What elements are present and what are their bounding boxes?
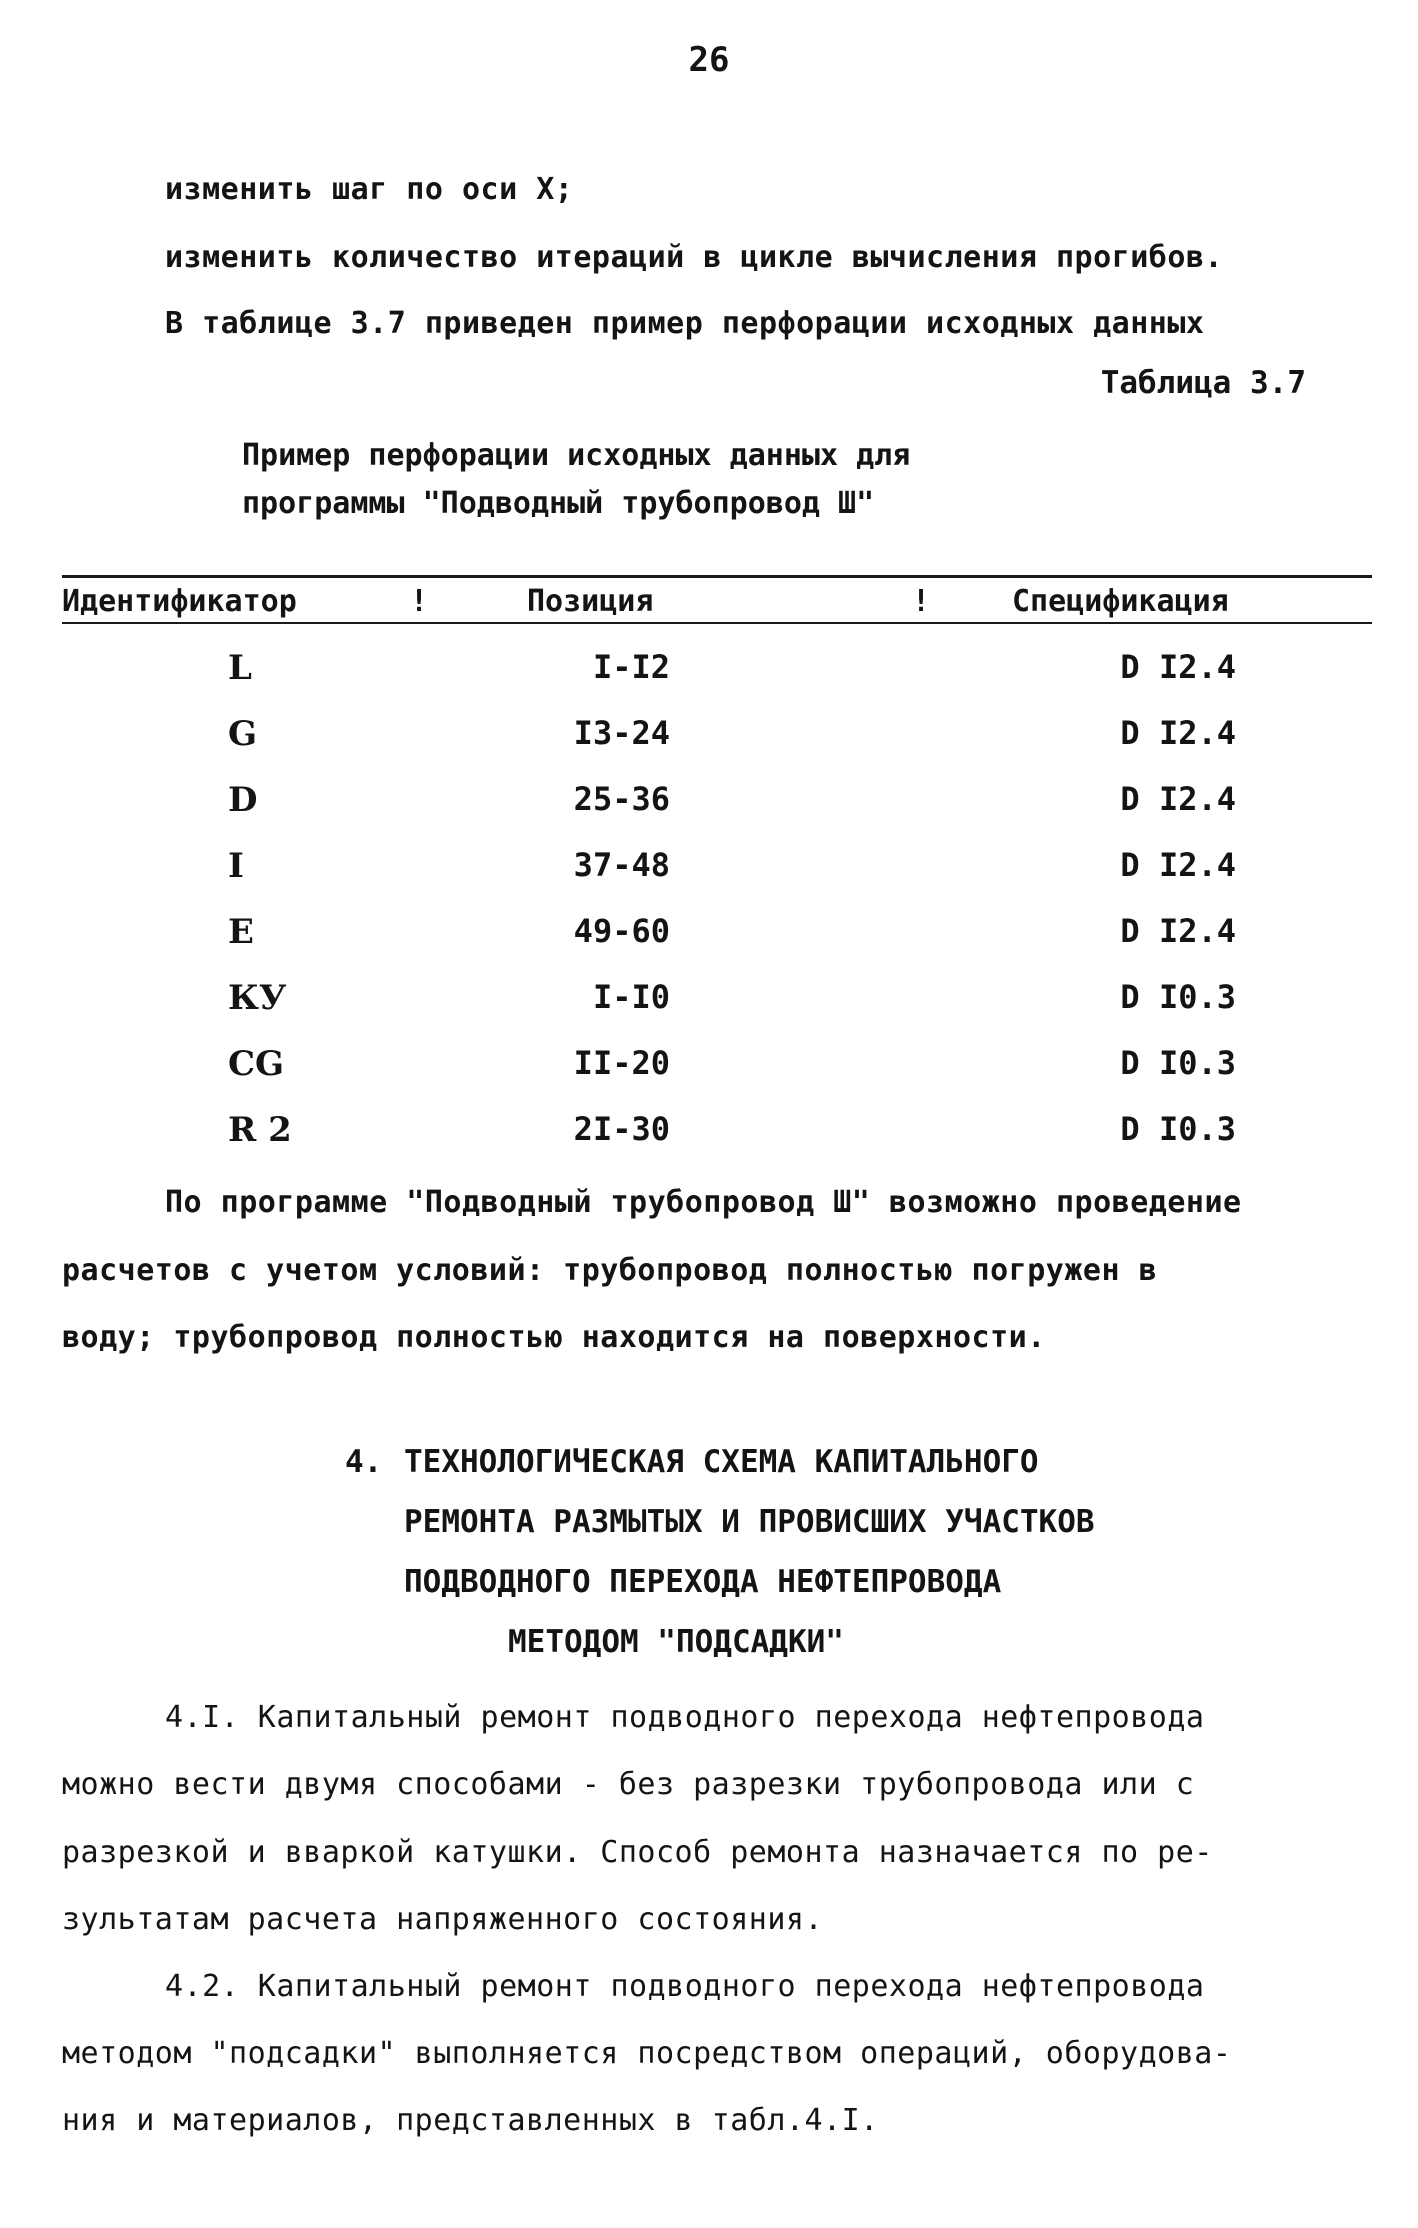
table-row xyxy=(0,846,1418,906)
table-caption-line-2: программы "Подводный трубопровод Ш" xyxy=(242,486,875,521)
section-number: 4. xyxy=(345,1444,383,1480)
table-top-rule xyxy=(62,575,1372,578)
paragraph-4-1-line-4: зультатам расчета напряженного состояния. xyxy=(62,1902,824,1937)
table-header-rule xyxy=(62,622,1372,624)
row-position: I3-24 xyxy=(573,714,670,752)
after-table-line-3: воду; трубопровод полностью находится на поверхности. xyxy=(62,1320,1046,1355)
paragraph-4-2-line-2: методом "подсадки" выполняется посредством операций, оборудова- xyxy=(62,2036,1232,2071)
row-specification: D I2.4 xyxy=(1120,648,1236,686)
table-header-specification: Спецификация xyxy=(1012,584,1229,619)
table-header-position: Позиция xyxy=(527,584,654,619)
table-row xyxy=(0,648,1418,708)
table-header-separator-2: ! xyxy=(912,584,931,619)
row-specification: D I0.3 xyxy=(1120,978,1236,1016)
row-specification: D I0.3 xyxy=(1120,1110,1236,1148)
table-row xyxy=(0,912,1418,972)
row-position: I-I0 xyxy=(592,978,670,1016)
intro-line-2: изменить количество итераций в цикле вычисления прогибов. xyxy=(165,240,1224,275)
table-label: Таблица 3.7 xyxy=(1100,365,1306,401)
row-specification: D I2.4 xyxy=(1120,780,1236,818)
row-specification: D I2.4 xyxy=(1120,714,1236,752)
after-table-line-2: расчетов с учетом условий: трубопровод полностью погружен в xyxy=(62,1253,1158,1288)
row-identifier: L xyxy=(228,648,252,688)
table-header-separator-1: ! xyxy=(410,584,429,619)
table-header-identifier: Идентификатор xyxy=(62,584,297,619)
row-identifier: КУ xyxy=(228,978,287,1018)
intro-line-1: изменить шаг по оси X; xyxy=(165,172,574,207)
row-identifier: I xyxy=(228,846,244,886)
row-specification: D I2.4 xyxy=(1120,912,1236,950)
table-row xyxy=(0,1044,1418,1104)
paragraph-4-1-line-2: можно вести двумя способами - без разрезки трубопровода или с xyxy=(62,1767,1195,1802)
section-title-line-1: ТЕХНОЛОГИЧЕСКАЯ СХЕМА КАПИТАЛЬНОГО xyxy=(404,1444,1039,1480)
section-title-line-3: ПОДВОДНОГО ПЕРЕХОДА НЕФТЕПРОВОДА xyxy=(404,1564,1002,1600)
table-row xyxy=(0,714,1418,774)
table-caption xyxy=(242,432,910,528)
row-identifier: R 2 xyxy=(228,1110,292,1150)
page-number: 26 xyxy=(688,40,730,80)
table-row xyxy=(0,1110,1418,1170)
row-identifier: E xyxy=(228,912,254,952)
paragraph-4-1-line-3: разрезкой и вваркой катушки. Способ ремонта назначается по ре- xyxy=(62,1835,1213,1870)
row-identifier: D xyxy=(228,780,258,820)
row-identifier: G xyxy=(228,714,258,754)
paragraph-4-2-line-1: 4.2. Капитальный ремонт подводного перехода нефтепровода xyxy=(165,1969,1205,2004)
paragraph-4-1-line-1: 4.I. Капитальный ремонт подводного перехода нефтепровода xyxy=(165,1700,1205,1735)
intro-line-3: В таблице 3.7 приведен пример перфорации исходных данных xyxy=(165,306,1205,341)
table-caption-line-1: Пример перфорации исходных данных для xyxy=(242,438,911,473)
row-specification: D I2.4 xyxy=(1120,846,1236,884)
row-position: 37-48 xyxy=(573,846,670,884)
row-position: II-20 xyxy=(573,1044,670,1082)
row-identifier: CG xyxy=(228,1044,285,1084)
row-position: 2I-30 xyxy=(573,1110,670,1148)
section-title-line-4: МЕТОДОМ "ПОДСАДКИ" xyxy=(508,1624,844,1660)
section-title-line-2: РЕМОНТА РАЗМЫТЫХ И ПРОВИСШИХ УЧАСТКОВ xyxy=(404,1504,1095,1540)
row-position: 25-36 xyxy=(573,780,670,818)
table-row xyxy=(0,978,1418,1038)
table-row xyxy=(0,780,1418,840)
paragraph-4-2-line-3: ния и материалов, представленных в табл.4.I. xyxy=(62,2103,879,2138)
row-specification: D I0.3 xyxy=(1120,1044,1236,1082)
row-position: 49-60 xyxy=(573,912,670,950)
after-table-line-1: По программе "Подводный трубопровод Ш" возможно проведение xyxy=(165,1185,1242,1220)
row-position: I-I2 xyxy=(592,648,670,686)
